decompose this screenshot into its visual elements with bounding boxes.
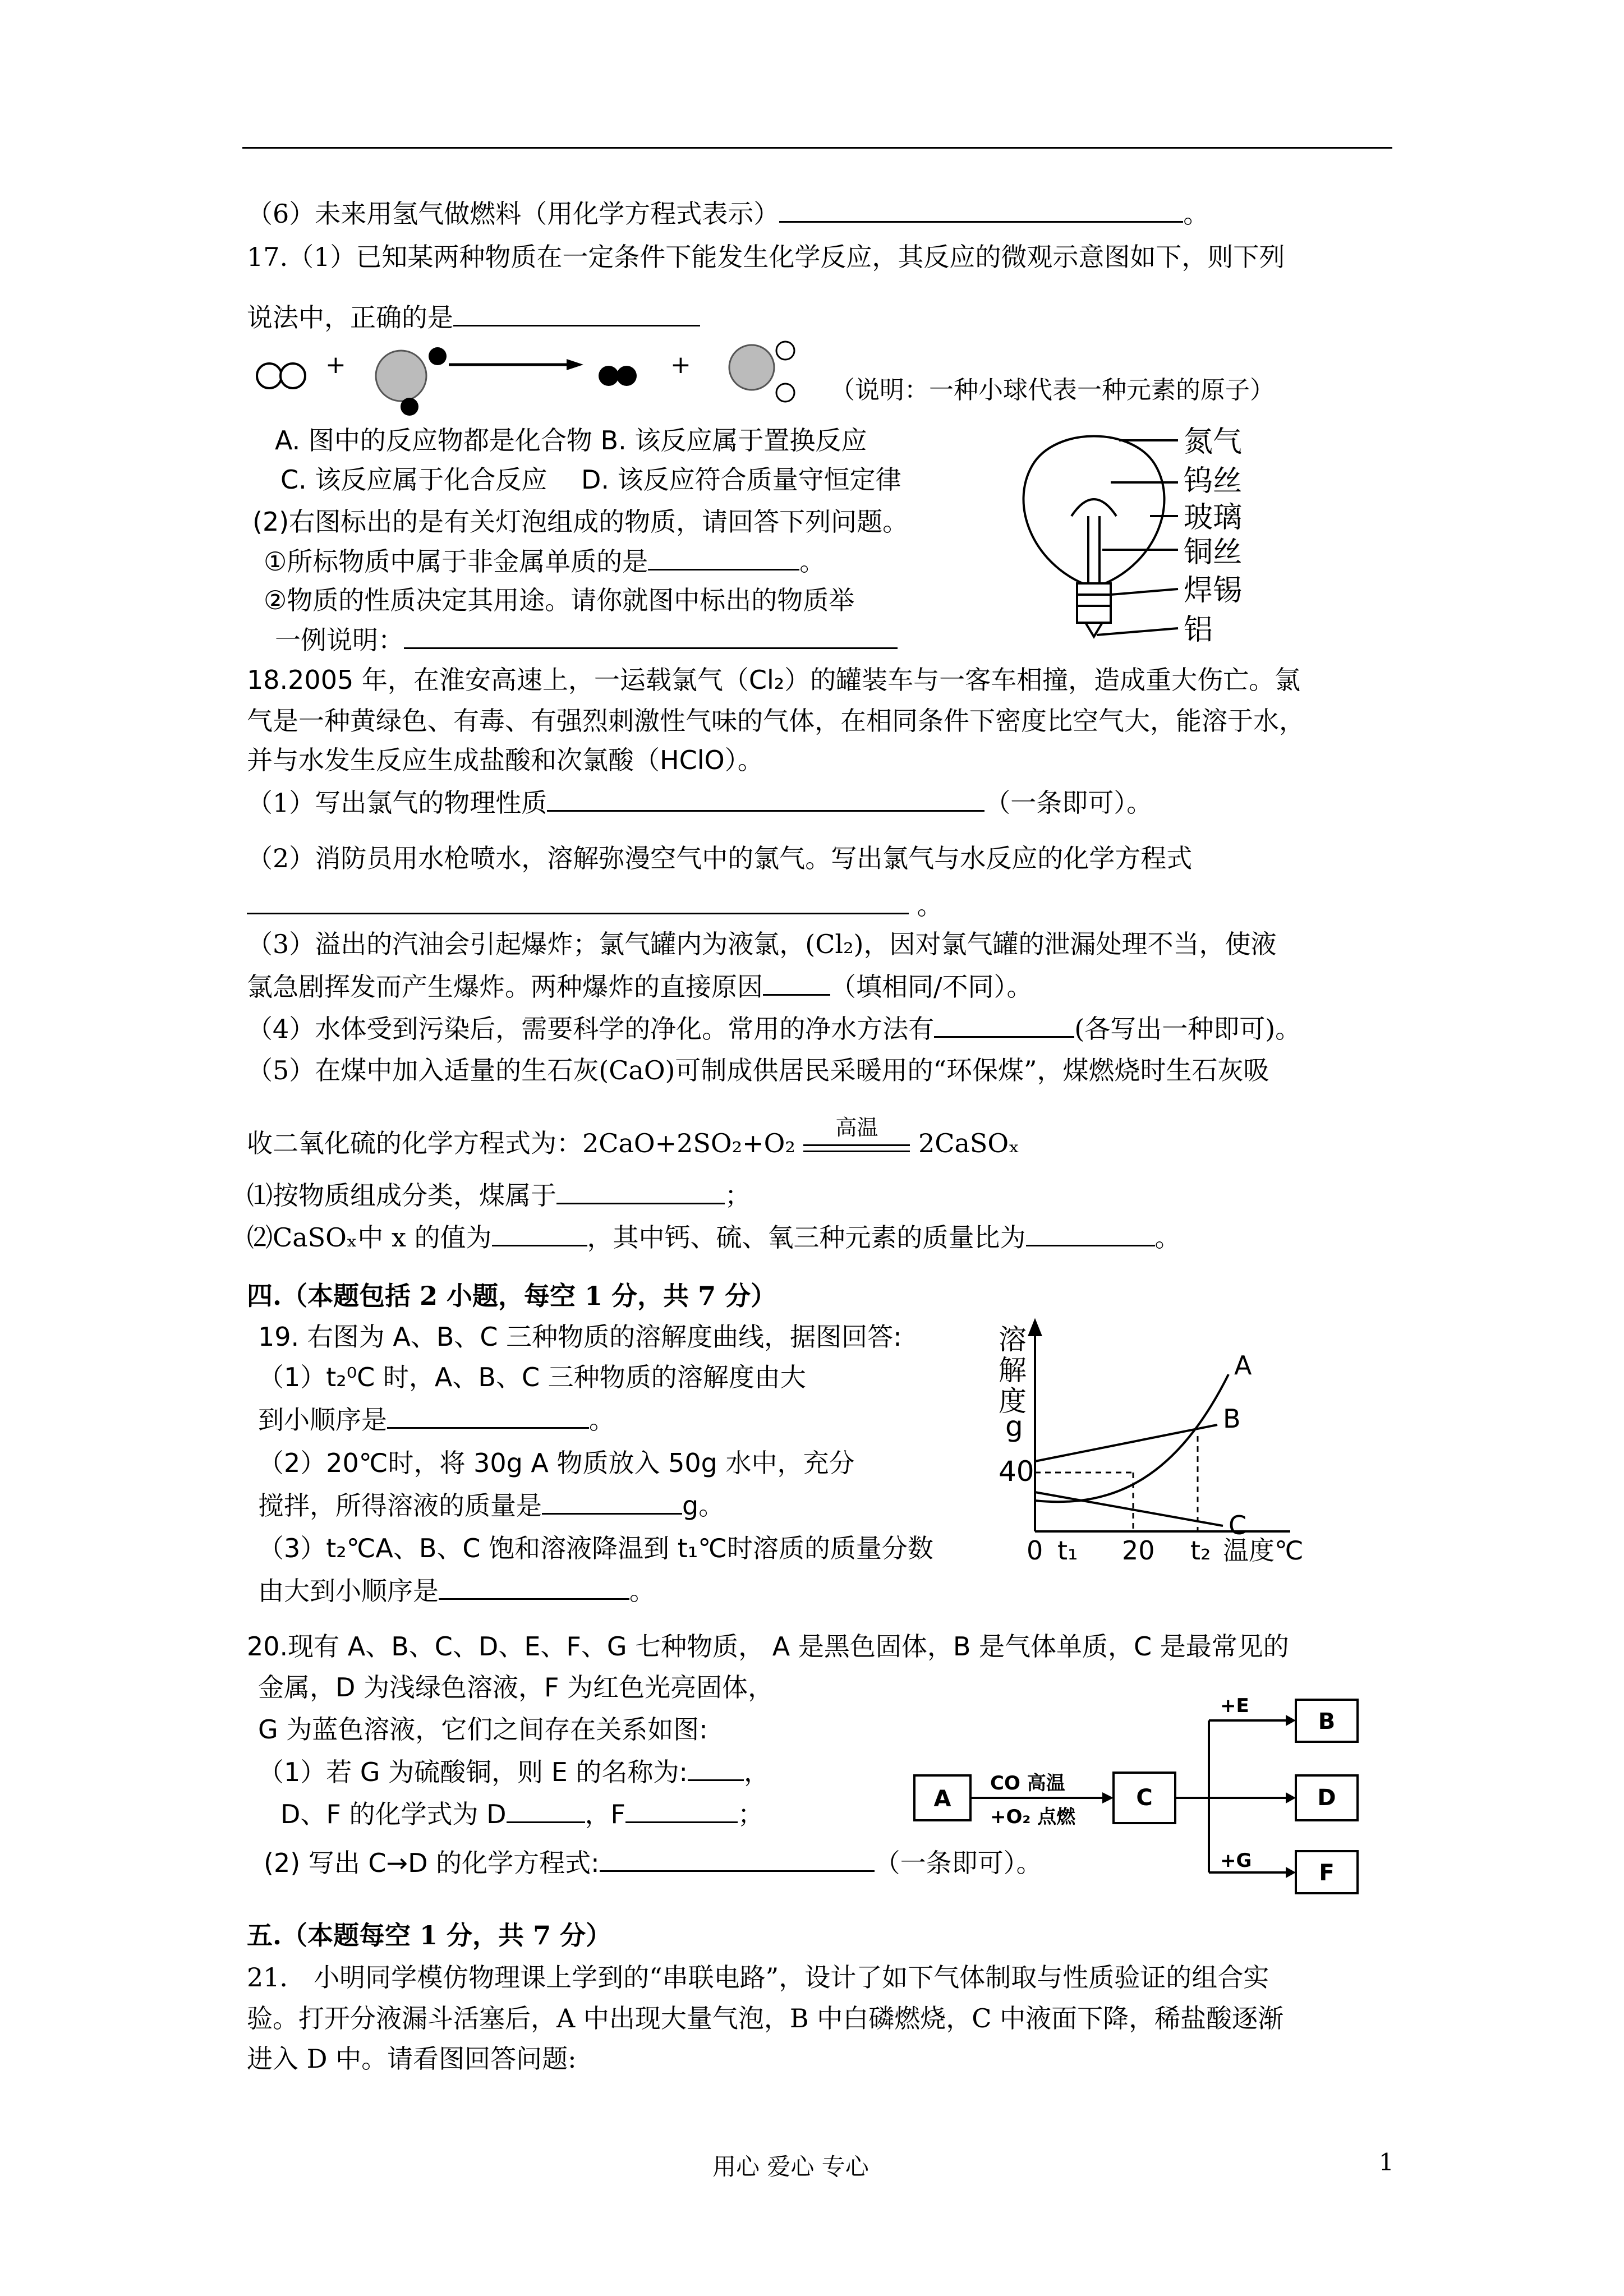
answer-blank[interactable] bbox=[404, 623, 898, 649]
q17-options-ab: A. 图中的反应物都是化合物 B. 该反应属于置换反应 bbox=[275, 425, 867, 455]
q18-sub5: （5）在煤中加入适量的生石灰(CaO)可制成供居民采暖用的“环保煤”，煤燃烧时生石灰吸 bbox=[247, 1055, 1269, 1085]
q17-part2c bbox=[275, 623, 898, 657]
q19-sub1b: 到小顺序是 。 bbox=[258, 1402, 615, 1437]
answer-blank[interactable] bbox=[648, 544, 799, 570]
q18-sub7: ⑵CaSOₓ中 x 的值为 ，其中钙、硫、氧三种元素的质量比为 。 bbox=[247, 1220, 1181, 1254]
atom-white bbox=[280, 364, 305, 388]
q20-sub1b-f: ，F bbox=[585, 1799, 626, 1829]
atom-black bbox=[401, 398, 418, 416]
label-glass: 玻璃 bbox=[1184, 501, 1243, 535]
answer-blank[interactable] bbox=[763, 969, 830, 996]
page-number: 1 bbox=[1379, 2148, 1394, 2176]
label-solder: 焊锡 bbox=[1184, 574, 1243, 608]
q18-equation-line bbox=[247, 1115, 1020, 1160]
atom-black bbox=[599, 366, 619, 386]
q17-part2: (2)右图标出的是有关灯泡组成的物质，请回答下列问题。 bbox=[252, 507, 909, 537]
reaction-flow-diagram bbox=[909, 1688, 1374, 1896]
q21-line2: 验。打开分液漏斗活塞后，A 中出现大量气泡，B 中白磷燃烧，C 中液面下降，稀盐酸逐渐 bbox=[247, 2003, 1284, 2033]
q20-sub1: （1）若 G 为硫酸铜，则 E 的名称为: ， bbox=[258, 1755, 770, 1789]
q19-sub3b: 由大到小顺序是 。 bbox=[258, 1573, 655, 1608]
q20-sub1b: D、F 的化学式为 D ，F ； bbox=[280, 1797, 763, 1831]
answer-blank[interactable] bbox=[934, 1011, 1074, 1038]
q18-line2: 气是一种黄绿色、有毒、有强烈刺激性气味的气体，在相同条件下密度比空气大，能溶于水， bbox=[247, 706, 1305, 736]
box-d-label: D bbox=[1317, 1785, 1336, 1811]
box-b-label: B bbox=[1318, 1709, 1336, 1734]
q18-sub1-text: （1）写出氯气的物理性质 bbox=[247, 788, 548, 818]
q18-line3: 并与水发生反应生成盐酸和次氯酸（HClO）。 bbox=[247, 745, 763, 775]
q18-sub5b-text: 收二氧化硫的化学方程式为： bbox=[247, 1128, 582, 1158]
atom-large-gray bbox=[729, 345, 774, 390]
footer-slogan: 用心 爱心 专心 bbox=[712, 2153, 869, 2180]
q18-sub3-end: （填相同/不同）。 bbox=[830, 972, 1033, 1002]
equation-left: 2CaO+2SO₂+O₂ bbox=[582, 1128, 795, 1158]
q20-line2: 金属，D 为浅绿色溶液，F 为红色光亮固体， bbox=[258, 1672, 774, 1703]
y-axis-arrow bbox=[1029, 1321, 1041, 1335]
section5-title: 五.（本题每空 1 分，共 7 分） bbox=[247, 1920, 612, 1950]
q17-ask bbox=[247, 300, 700, 334]
section4-title: 四.（本题包括 2 小题，每空 1 分，共 7 分） bbox=[247, 1281, 777, 1311]
q20-sub2-end: （一条即可）。 bbox=[874, 1848, 1042, 1878]
q19-sub3: （3）t₂℃A、B、C 饱和溶液降温到 t₁℃时溶质的质量分数 bbox=[258, 1533, 933, 1563]
q16-line6-text: （6）未来用氢气做燃料（用化学方程式表示） bbox=[247, 199, 780, 229]
curve-label-a: A bbox=[1234, 1350, 1252, 1381]
q18-sub6: ⑴按物质组成分类，煤属于 ； bbox=[247, 1178, 751, 1212]
plus-sign: + bbox=[670, 351, 691, 379]
q18-sub1 bbox=[247, 785, 1152, 820]
equation-condition bbox=[803, 1115, 910, 1152]
q18-sub7b-text: ，其中钙、硫、氧三种元素的质量比为 bbox=[587, 1222, 1026, 1253]
plus-sign: + bbox=[325, 351, 346, 379]
label-copper: 铜丝 bbox=[1184, 536, 1243, 569]
q17-part2c-text: 一例说明： bbox=[275, 625, 404, 655]
q17-part2a: ①所标物质中属于非金属单质的是 。 bbox=[264, 544, 825, 578]
arrow-label-co: CO 高温 bbox=[990, 1772, 1065, 1795]
curve-c bbox=[1035, 1492, 1223, 1526]
q18-sub2: （2）消防员用水枪喷水，溶解弥漫空气中的氯气。写出氯气与水反应的化学方程式 bbox=[247, 843, 1193, 873]
q21-line3: 进入 D 中。请看图回答问题: bbox=[247, 2044, 577, 2074]
box-f-label: F bbox=[1319, 1860, 1335, 1886]
q17-note: （说明：一种小球代表一种元素的原子） bbox=[830, 376, 1275, 404]
x-tick-0: 0 bbox=[1027, 1535, 1043, 1566]
answer-blank[interactable] bbox=[688, 1755, 744, 1781]
q18-sub3b-text: 氯急剧挥发而产生爆炸。两种爆炸的直接原因 bbox=[247, 972, 763, 1002]
y-label-char: 溶 bbox=[999, 1323, 1027, 1356]
q19-sub2b bbox=[258, 1488, 724, 1522]
answer-blank[interactable] bbox=[600, 1846, 875, 1872]
answer-blank[interactable] bbox=[453, 300, 700, 326]
answer-blank[interactable] bbox=[1026, 1220, 1155, 1246]
arrow-label-e: +E bbox=[1220, 1695, 1249, 1717]
q19-sub3b-text: 由大到小顺序是 bbox=[258, 1576, 439, 1606]
label-aluminum: 铝 bbox=[1184, 613, 1213, 647]
answer-blank[interactable] bbox=[547, 785, 984, 812]
label-tungsten: 钨丝 bbox=[1184, 464, 1243, 498]
q19-intro: 19. 右图为 A、B、C 三种物质的溶解度曲线，据图回答: bbox=[258, 1322, 902, 1352]
q17-ask-text: 说法中，正确的是 bbox=[247, 302, 453, 333]
q19-sub1: （1）t₂⁰C 时，A、B、C 三种物质的溶解度由大 bbox=[258, 1362, 806, 1392]
q20-line3: G 为蓝色溶液，它们之间存在关系如图: bbox=[258, 1714, 708, 1745]
atom-white bbox=[776, 384, 794, 402]
reaction-arrow-head bbox=[567, 359, 583, 370]
x-tick-t2: t₂ bbox=[1190, 1535, 1211, 1566]
q19-sub2b-text: 搅拌，所得溶液的质量是 bbox=[258, 1490, 542, 1521]
q17-options-cd: C. 该反应属于化合反应 D. 该反应符合质量守恒定律 bbox=[280, 464, 901, 495]
q16-line6: （6）未来用氢气做燃料（用化学方程式表示） 。 bbox=[247, 196, 1209, 231]
y-label-unit: g bbox=[1005, 1410, 1023, 1443]
header-rule bbox=[242, 147, 1392, 149]
answer-blank[interactable] bbox=[247, 888, 909, 914]
curve-label-b: B bbox=[1223, 1404, 1241, 1434]
bulb-base bbox=[1077, 583, 1111, 623]
y-tick-40: 40 bbox=[999, 1455, 1034, 1488]
q18-sub2-answer: 。 bbox=[247, 888, 943, 922]
answer-blank[interactable] bbox=[625, 1797, 738, 1823]
q20-sub1-text: （1）若 G 为硫酸铜，则 E 的名称为: bbox=[258, 1757, 688, 1787]
curve-b bbox=[1035, 1425, 1217, 1461]
answer-blank[interactable] bbox=[779, 196, 1183, 223]
answer-blank[interactable] bbox=[439, 1573, 629, 1600]
q20-sub1b-text: D、F 的化学式为 D bbox=[280, 1799, 507, 1829]
q20-sub2-text: (2) 写出 C→D 的化学方程式: bbox=[264, 1848, 600, 1878]
q18-sub4-end: (各写出一种即可)。 bbox=[1074, 1014, 1301, 1044]
atom-white bbox=[257, 364, 282, 388]
curve-a bbox=[1035, 1374, 1229, 1502]
answer-blank[interactable] bbox=[542, 1488, 682, 1515]
box-a-label: A bbox=[933, 1786, 951, 1812]
q17-part2a-text: ①所标物质中属于非金属单质的是 bbox=[264, 546, 648, 577]
q18-sub7-text: ⑵CaSOₓ中 x 的值为 bbox=[247, 1222, 492, 1253]
q18-sub4 bbox=[247, 1011, 1301, 1046]
curve-label-c: C bbox=[1229, 1510, 1247, 1540]
q19-sub2: （2）20℃时，将 30g A 物质放入 50g 水中，充分 bbox=[258, 1448, 855, 1478]
y-label-char: 度 bbox=[999, 1385, 1027, 1418]
equals-sign bbox=[803, 1144, 910, 1152]
q20-line1: 20.现有 A、B、C、D、E、F、G 七种物质， A 是黑色固体，B 是气体单质，C 是最常见的 bbox=[247, 1631, 1289, 1662]
atom-black bbox=[429, 347, 447, 365]
q18-sub3b bbox=[247, 969, 1033, 1004]
arrow-label-o2: +O₂ 点燃 bbox=[990, 1806, 1076, 1828]
answer-blank[interactable] bbox=[507, 1797, 585, 1823]
q18-sub4-text: （4）水体受到污染后，需要科学的净化。常用的净水方法有 bbox=[247, 1014, 935, 1044]
q17-intro: 17.（1）已知某两种物质在一定条件下能发生化学反应，其反应的微观示意图如下，则下列 bbox=[247, 242, 1285, 272]
q18-line1: 18.2005 年，在淮安高速上，一运载氯气（Cl₂）的罐装车与一客车相撞，造成重大伤亡。氯 bbox=[247, 665, 1301, 695]
q18-sub6-text: ⑴按物质组成分类，煤属于 bbox=[247, 1180, 556, 1211]
q21-line1: 21． 小明同学模仿物理课上学到的“串联电路”，设计了如下气体制取与性质验证的组合实 bbox=[247, 1962, 1269, 1993]
bulb-glass bbox=[1023, 436, 1164, 584]
atom-large-gray bbox=[376, 351, 426, 401]
q18-sub1-end: （一条即可）。 bbox=[984, 788, 1153, 818]
q19-sub1b-text: 到小顺序是 bbox=[258, 1405, 387, 1435]
atom-white bbox=[776, 342, 794, 360]
x-tick-20: 20 bbox=[1122, 1535, 1155, 1566]
box-c-label: C bbox=[1136, 1785, 1153, 1811]
equation-cond-text: 高温 bbox=[835, 1115, 878, 1140]
x-axis-label: 温度℃ bbox=[1223, 1535, 1304, 1566]
q18-sub3: （3）溢出的汽油会引起爆炸；氯气罐内为液氯，(Cl₂)，因对氯气罐的泄漏处理不当，使液 bbox=[247, 929, 1277, 959]
y-label-char: 解 bbox=[999, 1354, 1027, 1387]
answer-blank[interactable] bbox=[556, 1178, 725, 1204]
label-nitrogen: 氮气 bbox=[1184, 425, 1243, 459]
light-bulb-figure bbox=[999, 415, 1290, 651]
equation-right: 2CaSOₓ bbox=[918, 1128, 1020, 1158]
x-tick-t1: t₁ bbox=[1057, 1535, 1078, 1566]
answer-blank[interactable] bbox=[492, 1220, 587, 1246]
answer-blank[interactable] bbox=[387, 1402, 589, 1429]
q17-part2b: ②物质的性质决定其用途。请你就图中标出的物质举 bbox=[264, 585, 855, 615]
q19-unit: g。 bbox=[682, 1490, 725, 1521]
solubility-curve-chart bbox=[993, 1318, 1307, 1571]
tungsten-filament bbox=[1071, 499, 1116, 516]
arrow-label-g: +G bbox=[1220, 1849, 1252, 1872]
reaction-micro-diagram bbox=[252, 337, 1318, 421]
atom-black bbox=[617, 366, 637, 386]
